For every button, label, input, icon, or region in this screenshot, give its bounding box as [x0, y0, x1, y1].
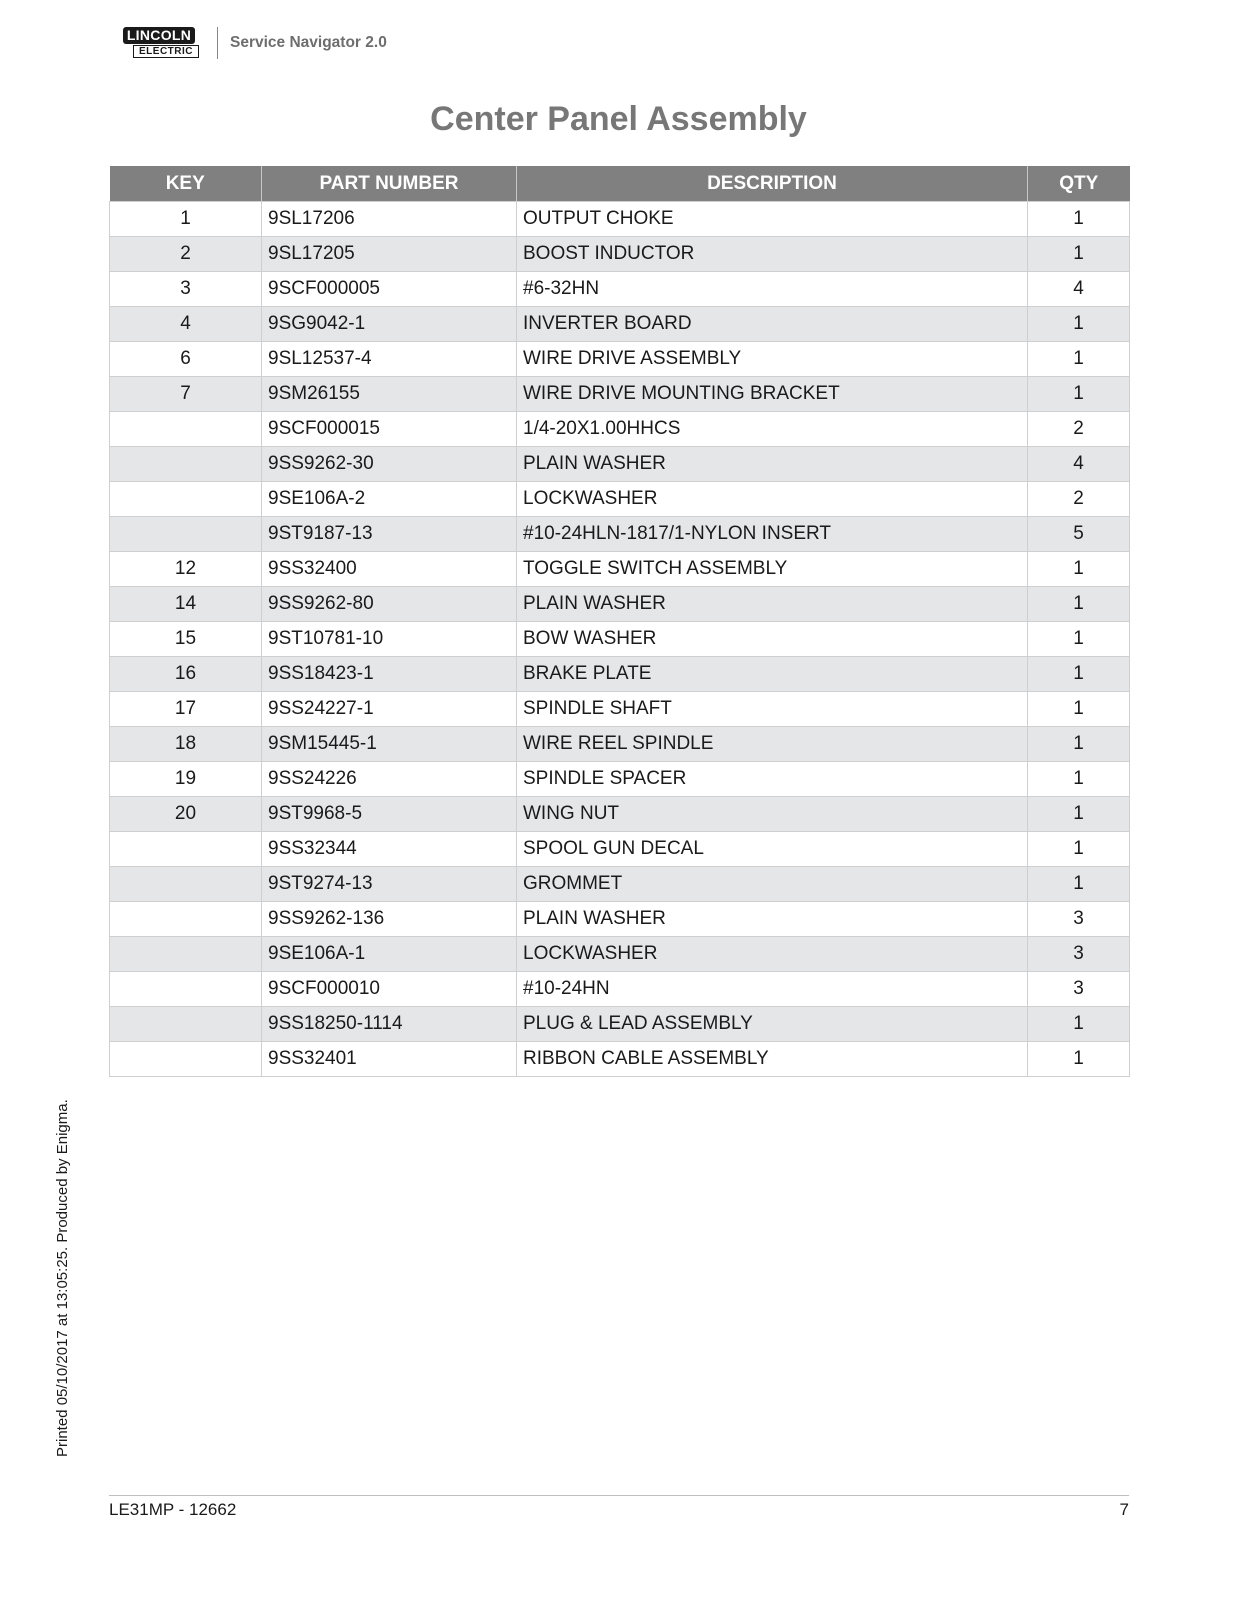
cell-qty: 1	[1028, 727, 1130, 762]
cell-qty: 1	[1028, 657, 1130, 692]
cell-part-number: 9SS9262-136	[262, 902, 517, 937]
cell-part-number: 9ST9968-5	[262, 797, 517, 832]
cell-qty: 1	[1028, 552, 1130, 587]
cell-qty: 1	[1028, 342, 1130, 377]
table-row	[110, 517, 1130, 552]
cell-part-number: 9SE106A-1	[262, 937, 517, 972]
table-row	[110, 447, 1130, 482]
table-row	[110, 587, 1130, 622]
table-row	[110, 552, 1130, 587]
cell-key: 12	[110, 552, 262, 587]
cell-description: OUTPUT CHOKE	[517, 202, 1028, 237]
cell-key: 7	[110, 377, 262, 412]
cell-qty: 1	[1028, 202, 1130, 237]
cell-description: #10-24HLN-1817/1-NYLON INSERT	[517, 517, 1028, 552]
cell-part-number: 9SE106A-2	[262, 482, 517, 517]
cell-qty: 1	[1028, 377, 1130, 412]
page-title: Center Panel Assembly	[430, 100, 807, 138]
cell-description: WING NUT	[517, 797, 1028, 832]
lincoln-electric-logo	[115, 27, 203, 59]
column-header-qty: QTY	[1028, 166, 1130, 202]
column-header-description: DESCRIPTION	[517, 166, 1028, 202]
cell-description: SPOOL GUN DECAL	[517, 832, 1028, 867]
logo-bottom-text: ELECTRIC	[133, 45, 199, 58]
cell-qty: 1	[1028, 237, 1130, 272]
cell-description: TOGGLE SWITCH ASSEMBLY	[517, 552, 1028, 587]
table-row	[110, 272, 1130, 307]
cell-key	[110, 447, 262, 482]
cell-key	[110, 1007, 262, 1042]
cell-description: 1/4-20X1.00HHCS	[517, 412, 1028, 447]
cell-qty: 1	[1028, 692, 1130, 727]
cell-key: 1	[110, 202, 262, 237]
cell-part-number: 9SS24226	[262, 762, 517, 797]
table-row	[110, 307, 1130, 342]
parts-table	[109, 166, 1130, 1077]
table-row	[110, 727, 1130, 762]
cell-part-number: 9SS32400	[262, 552, 517, 587]
header-divider	[217, 27, 218, 59]
cell-description: #10-24HN	[517, 972, 1028, 1007]
cell-key: 20	[110, 797, 262, 832]
page-header	[115, 26, 387, 60]
cell-key: 15	[110, 622, 262, 657]
cell-part-number: 9SS9262-30	[262, 447, 517, 482]
cell-qty: 1	[1028, 622, 1130, 657]
table-row	[110, 797, 1130, 832]
table-row	[110, 482, 1130, 517]
cell-qty: 2	[1028, 482, 1130, 517]
cell-key	[110, 832, 262, 867]
table-row	[110, 237, 1130, 272]
cell-qty: 4	[1028, 272, 1130, 307]
cell-description: PLAIN WASHER	[517, 447, 1028, 482]
cell-qty: 1	[1028, 797, 1130, 832]
cell-part-number: 9SCF000010	[262, 972, 517, 1007]
cell-description: WIRE DRIVE MOUNTING BRACKET	[517, 377, 1028, 412]
cell-part-number: 9SM26155	[262, 377, 517, 412]
cell-key: 6	[110, 342, 262, 377]
cell-part-number: 9ST9187-13	[262, 517, 517, 552]
footer-divider	[109, 1495, 1129, 1496]
cell-key	[110, 937, 262, 972]
cell-part-number: 9SS18250-1114	[262, 1007, 517, 1042]
cell-description: INVERTER BOARD	[517, 307, 1028, 342]
cell-description: RIBBON CABLE ASSEMBLY	[517, 1042, 1028, 1077]
cell-part-number: 9SL17206	[262, 202, 517, 237]
cell-part-number: 9SS24227-1	[262, 692, 517, 727]
cell-description: LOCKWASHER	[517, 937, 1028, 972]
cell-qty: 1	[1028, 1007, 1130, 1042]
cell-description: PLAIN WASHER	[517, 587, 1028, 622]
cell-key: 19	[110, 762, 262, 797]
cell-description: LOCKWASHER	[517, 482, 1028, 517]
cell-key	[110, 902, 262, 937]
cell-qty: 1	[1028, 587, 1130, 622]
table-row	[110, 1007, 1130, 1042]
cell-description: PLAIN WASHER	[517, 902, 1028, 937]
parts-table-body	[110, 202, 1130, 1077]
column-header-part-number: PART NUMBER	[262, 166, 517, 202]
cell-key: 18	[110, 727, 262, 762]
cell-qty: 3	[1028, 972, 1130, 1007]
cell-key	[110, 517, 262, 552]
table-header-row	[110, 166, 1130, 202]
table-row	[110, 1042, 1130, 1077]
cell-description: #6-32HN	[517, 272, 1028, 307]
cell-qty: 1	[1028, 762, 1130, 797]
cell-key: 3	[110, 272, 262, 307]
cell-qty: 1	[1028, 307, 1130, 342]
cell-key	[110, 412, 262, 447]
cell-part-number: 9SS18423-1	[262, 657, 517, 692]
app-title: Service Navigator 2.0	[230, 34, 387, 51]
cell-key: 14	[110, 587, 262, 622]
cell-qty: 2	[1028, 412, 1130, 447]
cell-qty: 1	[1028, 832, 1130, 867]
table-row	[110, 202, 1130, 237]
cell-key: 17	[110, 692, 262, 727]
cell-qty: 5	[1028, 517, 1130, 552]
cell-description: SPINDLE SPACER	[517, 762, 1028, 797]
cell-description: PLUG & LEAD ASSEMBLY	[517, 1007, 1028, 1042]
cell-key	[110, 972, 262, 1007]
document-id: LE31MP - 12662	[109, 1500, 237, 1519]
cell-part-number: 9SS32344	[262, 832, 517, 867]
table-row	[110, 342, 1130, 377]
table-row	[110, 972, 1130, 1007]
table-row	[110, 657, 1130, 692]
cell-part-number: 9ST10781-10	[262, 622, 517, 657]
cell-description: BOW WASHER	[517, 622, 1028, 657]
cell-description: BOOST INDUCTOR	[517, 237, 1028, 272]
cell-part-number: 9SL17205	[262, 237, 517, 272]
cell-description: WIRE REEL SPINDLE	[517, 727, 1028, 762]
cell-key: 16	[110, 657, 262, 692]
table-row	[110, 622, 1130, 657]
cell-part-number: 9SCF000015	[262, 412, 517, 447]
cell-key: 4	[110, 307, 262, 342]
cell-key	[110, 867, 262, 902]
table-row	[110, 377, 1130, 412]
cell-key	[110, 482, 262, 517]
cell-description: WIRE DRIVE ASSEMBLY	[517, 342, 1028, 377]
cell-part-number: 9SS9262-80	[262, 587, 517, 622]
table-row	[110, 412, 1130, 447]
table-row	[110, 692, 1130, 727]
table-row	[110, 832, 1130, 867]
cell-part-number: 9SCF000005	[262, 272, 517, 307]
table-row	[110, 867, 1130, 902]
print-note: Printed 05/10/2017 at 13:05:25. Produced by Enigma.	[54, 1099, 71, 1457]
cell-description: SPINDLE SHAFT	[517, 692, 1028, 727]
cell-part-number: 9ST9274-13	[262, 867, 517, 902]
logo-top-text: LINCOLN	[123, 27, 195, 44]
page-number: 7	[1119, 1500, 1129, 1519]
cell-part-number: 9SS32401	[262, 1042, 517, 1077]
cell-qty: 1	[1028, 1042, 1130, 1077]
cell-description: GROMMET	[517, 867, 1028, 902]
cell-part-number: 9SG9042-1	[262, 307, 517, 342]
column-header-key: KEY	[110, 166, 262, 202]
table-row	[110, 762, 1130, 797]
cell-description: BRAKE PLATE	[517, 657, 1028, 692]
cell-key: 2	[110, 237, 262, 272]
cell-qty: 3	[1028, 937, 1130, 972]
table-row	[110, 937, 1130, 972]
cell-qty: 1	[1028, 867, 1130, 902]
cell-part-number: 9SL12537-4	[262, 342, 517, 377]
table-row	[110, 902, 1130, 937]
cell-part-number: 9SM15445-1	[262, 727, 517, 762]
cell-qty: 4	[1028, 447, 1130, 482]
cell-qty: 3	[1028, 902, 1130, 937]
cell-key	[110, 1042, 262, 1077]
